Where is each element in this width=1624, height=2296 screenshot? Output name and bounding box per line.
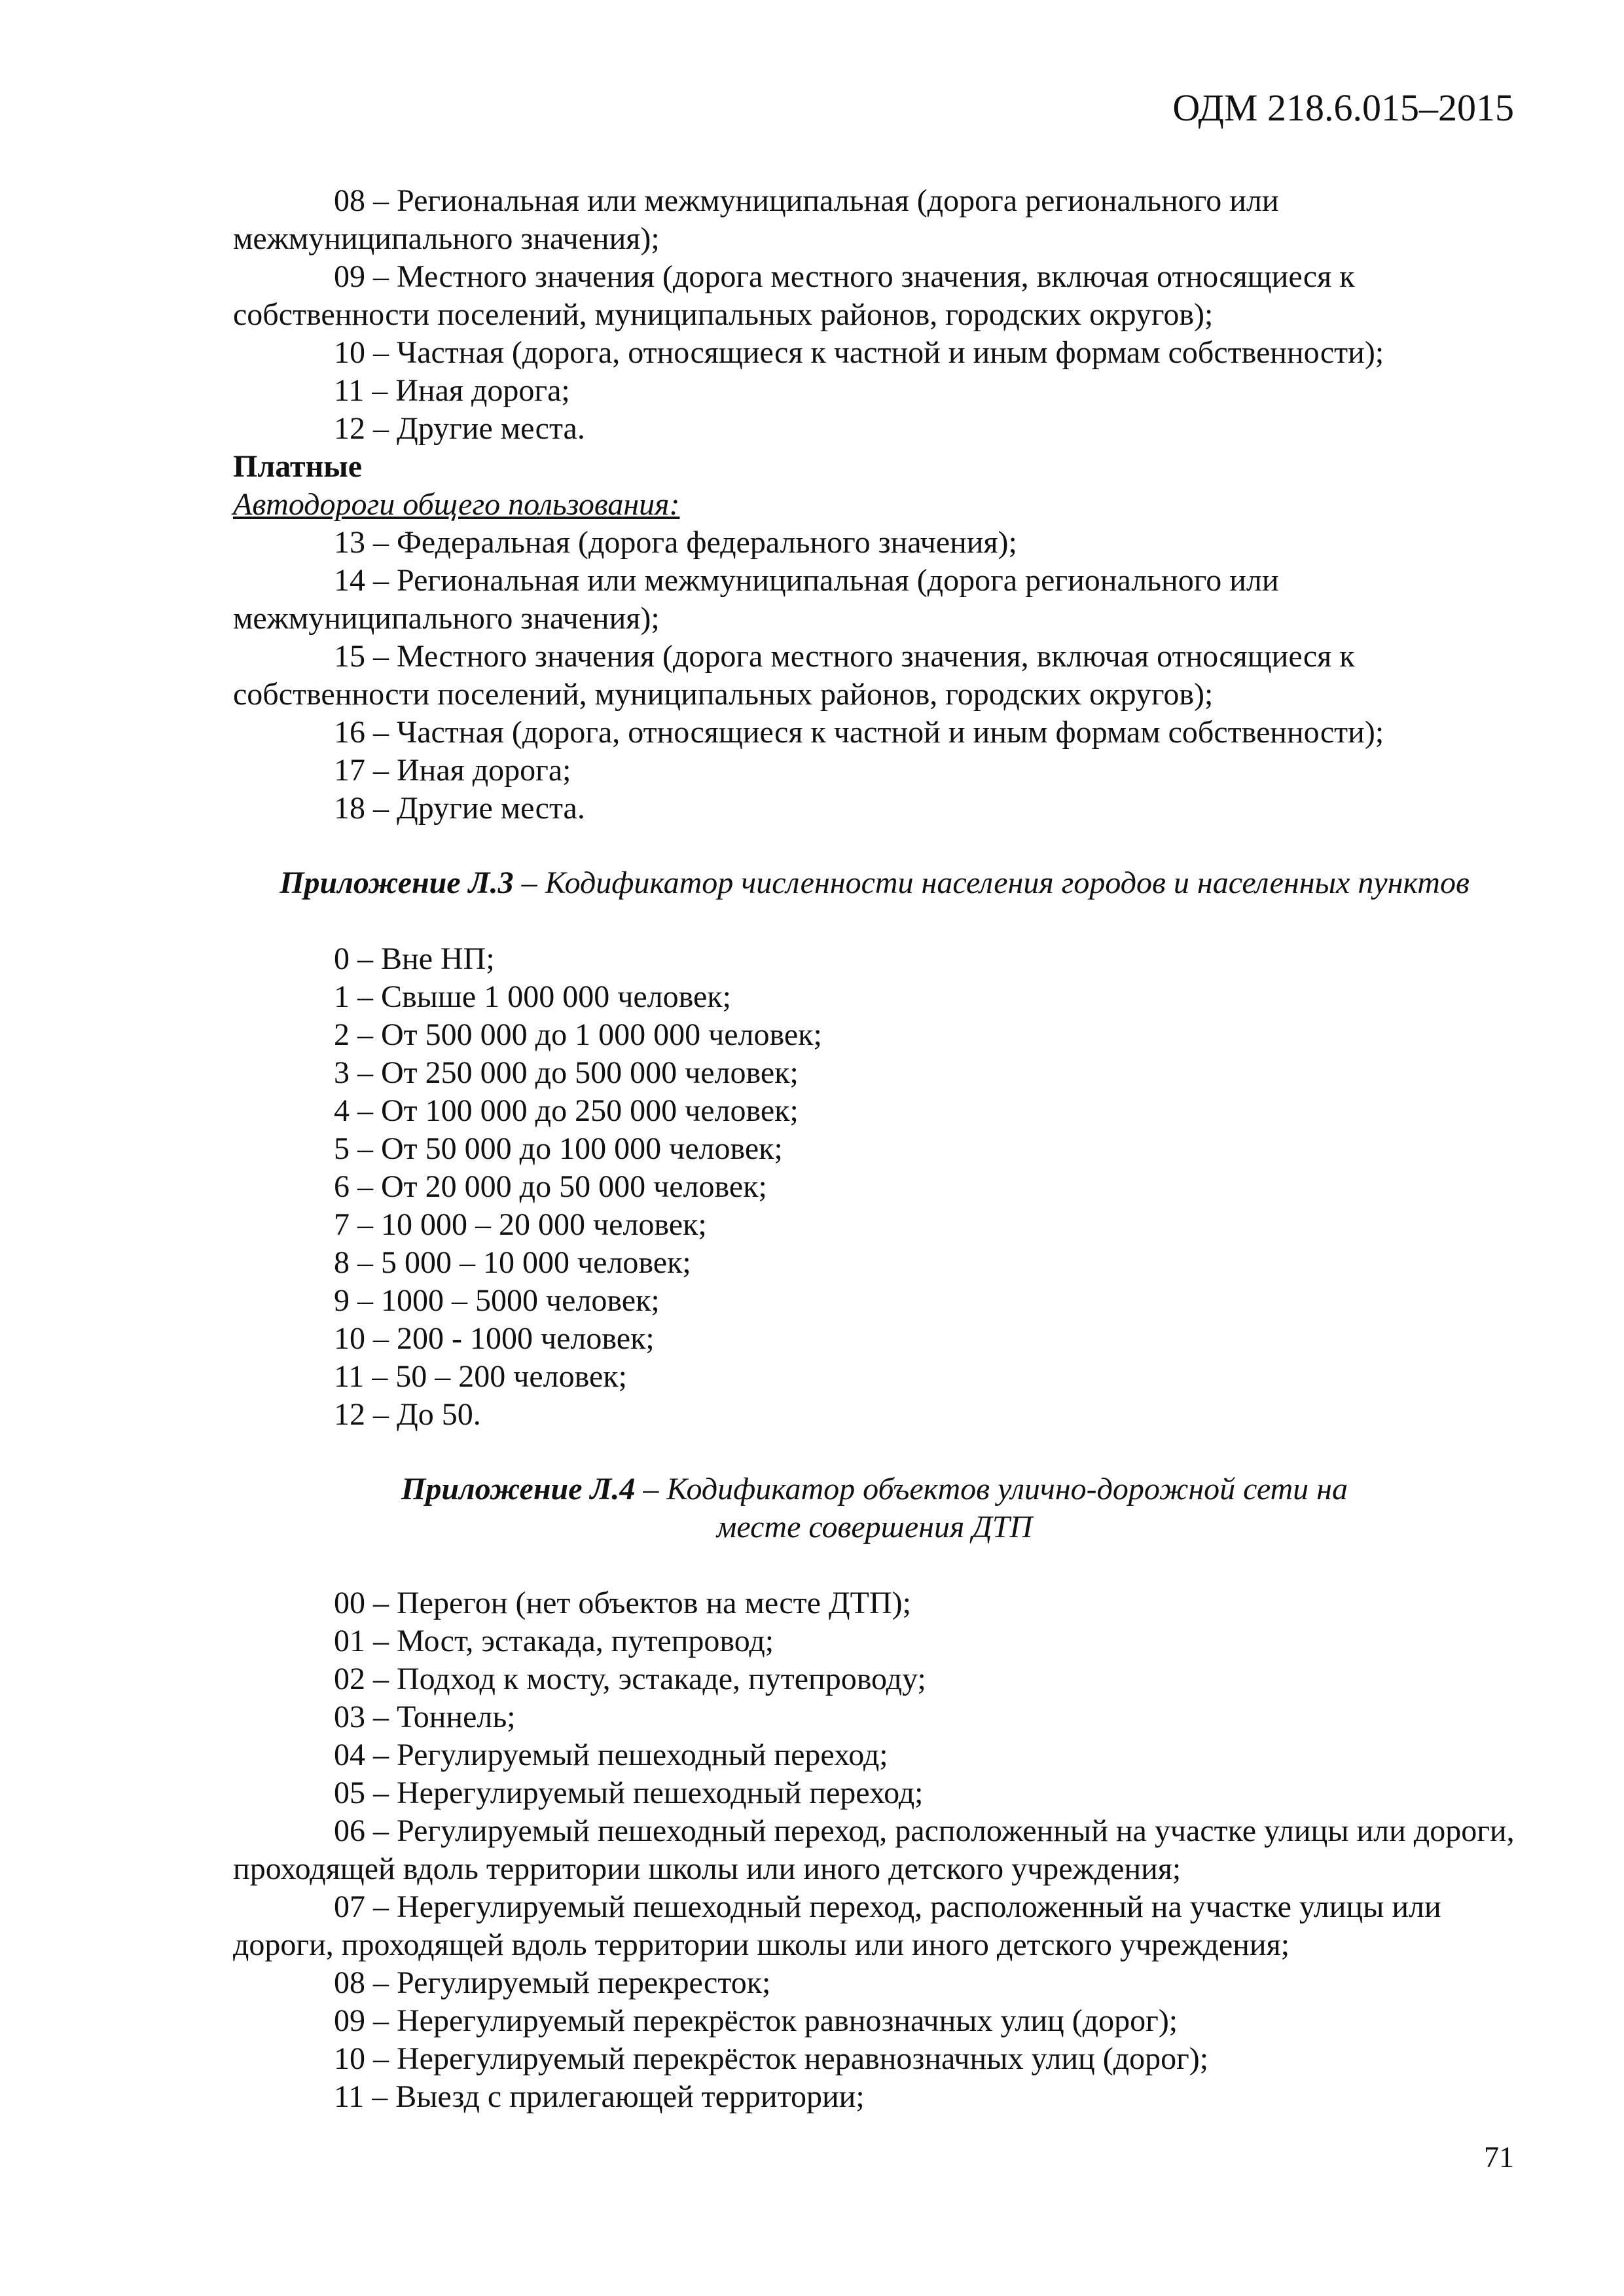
list-item: 9 – 1000 – 5000 человек;	[334, 1283, 660, 1318]
list-item: 6 – От 20 000 до 50 000 человек;	[334, 1169, 767, 1204]
list-item: 04 – Регулируемый пешеходный переход;	[334, 1738, 888, 1772]
list-item: 10 – Частная (дорога, относящиеся к частной и иным формам собственности);	[334, 335, 1384, 370]
list-item: 7 – 10 000 – 20 000 человек;	[334, 1207, 707, 1242]
list-item: 11 – Иная дорога;	[334, 373, 570, 408]
appendix-l4-label: Приложение Л.4	[401, 1472, 636, 1506]
list-item: 5 – От 50 000 до 100 000 человек;	[334, 1131, 783, 1166]
appendix-l4-list	[233, 1584, 1516, 2116]
list-item: 4 – От 100 000 до 250 000 человек;	[334, 1093, 799, 1128]
page-body	[233, 182, 1516, 2116]
list-item: 03 – Тоннель;	[334, 1700, 516, 1734]
list-item: 10 – 200 - 1000 человек;	[334, 1321, 655, 1356]
list-item: 06 – Регулируемый пешеходный переход, расположенный на участке улицы или дороги, проходящей вдоль территории школы или иного детского учреждения;	[233, 1813, 1515, 1886]
public-roads-subheading: Автодороги общего пользования:	[233, 487, 680, 522]
list-item: 12 – До 50.	[334, 1397, 481, 1432]
appendix-l4-heading	[233, 1470, 1516, 1508]
list-item: 08 – Регулируемый перекресток;	[334, 1965, 771, 2000]
list-item: 13 – Федеральная (дорога федерального значения);	[334, 525, 1017, 560]
appendix-l3-list	[233, 940, 1516, 1434]
appendix-l3-label: Приложение Л.3	[280, 866, 514, 900]
list-item: 3 – От 250 000 до 500 000 человек;	[334, 1055, 799, 1090]
list-item: 07 – Нерегулируемый пешеходный переход, расположенный на участке улицы или дороги, проходящей вдоль территории школы или иного детского учреждения;	[233, 1889, 1441, 1962]
list-item: 08 – Региональная или межмуниципальная (дорога регионального или межмуниципального значения);	[233, 183, 1279, 256]
list-item: 15 – Местного значения (дорога местного значения, включая относящиеся к собственности поселений, муниципальных районов, городских округов);	[233, 639, 1355, 712]
list-item: 05 – Нерегулируемый пешеходный переход;	[334, 1776, 924, 1810]
list-item: 0 – Вне НП;	[334, 941, 495, 976]
list-item: 10 – Нерегулируемый перекрёсток неравнозначных улиц (дорог);	[334, 2041, 1209, 2076]
list-item: 00 – Перегон (нет объектов на месте ДТП);	[334, 1586, 911, 1620]
list-item: 09 – Местного значения (дорога местного значения, включая относящиеся к собственности поселений, муниципальных районов, городских округов);	[233, 259, 1355, 332]
appendix-l3-title: – Кодификатор численности населения городов и населенных пунктов	[513, 866, 1470, 900]
appendix-l4-title-line2: месте совершения ДТП	[716, 1510, 1033, 1544]
list-item: 12 – Другие места.	[334, 411, 585, 446]
list-item: 02 – Подход к мосту, эстакаде, путепроводу;	[334, 1662, 926, 1696]
list-item: 11 – 50 – 200 человек;	[334, 1359, 627, 1394]
appendix-l4-title-line1: – Кодификатор объектов улично-дорожной сети на	[635, 1472, 1348, 1506]
list-item: 09 – Нерегулируемый перекрёсток равнозначных улиц (дорог);	[334, 2003, 1178, 2038]
appendix-l3-heading	[233, 864, 1516, 902]
page-number: 71	[1484, 2140, 1514, 2174]
list-item: 18 – Другие места.	[334, 791, 585, 826]
list-item: 14 – Региональная или межмуниципальная (дорога регионального или межмуниципального значения);	[233, 563, 1279, 636]
list-item: 17 – Иная дорога;	[334, 753, 571, 788]
list-item: 11 – Выезд с прилегающей территории;	[334, 2079, 865, 2114]
list-item: 2 – От 500 000 до 1 000 000 человек;	[334, 1017, 822, 1052]
list-item: 1 – Свыше 1 000 000 человек;	[334, 979, 731, 1014]
document-code-header: ОДМ 218.6.015–2015	[1172, 86, 1514, 129]
list-item: 01 – Мост, эстакада, путепровод;	[334, 1624, 774, 1658]
list-item: 16 – Частная (дорога, относящиеся к частной и иным формам собственности);	[334, 715, 1384, 750]
list-item: 8 – 5 000 – 10 000 человек;	[334, 1245, 691, 1280]
paid-roads-heading: Платные	[233, 449, 363, 484]
section-free-roads-continued	[233, 182, 1516, 828]
